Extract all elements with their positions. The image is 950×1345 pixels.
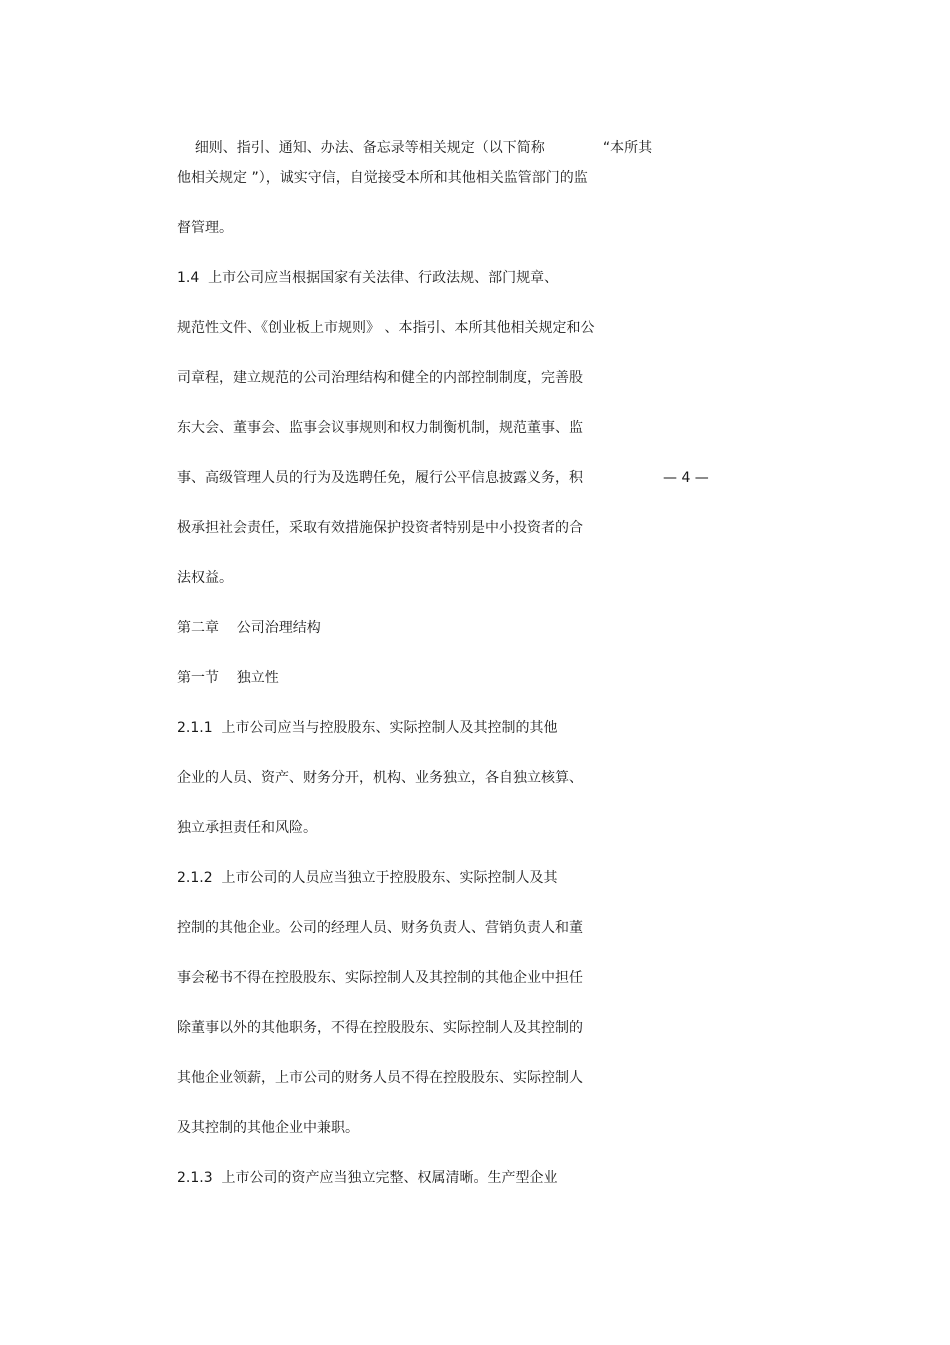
clause-1-4-line-7: 法权益。: [177, 570, 233, 586]
clause-1-4-line-6: 极承担社会责任，采取有效措施保护投资者特别是中小投资者的合: [177, 520, 583, 536]
section-heading: 第一节 独立性: [177, 670, 279, 686]
page-number: — 4 —: [663, 470, 709, 486]
clause-2-1-3-line-1: 2.1.3 上市公司的资产应当独立完整、权属清晰。生产型企业: [177, 1170, 558, 1186]
chapter-heading: 第二章 公司治理结构: [177, 620, 321, 636]
clause-1-4-line-5: 事、高级管理人员的行为及选聘任免，履行公平信息披露义务，积: [177, 470, 583, 486]
text-line-3: 督管理。: [177, 220, 233, 236]
clause-2-1-2-line-4: 除董事以外的其他职务，不得在控股股东、实际控制人及其控制的: [177, 1020, 583, 1036]
clause-2-1-1-line-2: 企业的人员、资产、财务分开，机构、业务独立，各自独立核算、: [177, 770, 583, 786]
clause-1-4-line-4: 东大会、董事会、监事会议事规则和权力制衡机制，规范董事、监: [177, 420, 583, 436]
clause-2-1-2-line-3: 事会秘书不得在控股股东、实际控制人及其控制的其他企业中担任: [177, 970, 583, 986]
clause-1-4-line-1: 1.4 上市公司应当根据国家有关法律、行政法规、部门规章、: [177, 270, 559, 286]
clause-2-1-2-line-1: 2.1.2 上市公司的人员应当独立于控股股东、实际控制人及其: [177, 870, 558, 886]
text-line-1-tail: “本所其: [602, 140, 653, 156]
clause-1-4-line-2: 规范性文件、《创业板上市规则》 、本指引、本所其他相关规定和公: [177, 320, 595, 336]
text-line-1-head: 细则、指引、通知、办法、备忘录等相关规定（以下简称: [194, 140, 545, 156]
clause-1-4-line-3: 司章程，建立规范的公司治理结构和健全的内部控制制度，完善股: [177, 370, 583, 386]
clause-2-1-2-line-2: 控制的其他企业。公司的经理人员、财务负责人、营销负责人和董: [177, 920, 583, 936]
clause-2-1-1-line-3: 独立承担责任和风险。: [177, 820, 317, 836]
clause-2-1-1-line-1: 2.1.1 上市公司应当与控股股东、实际控制人及其控制的其他: [177, 720, 558, 736]
clause-2-1-2-line-6: 及其控制的其他企业中兼职。: [177, 1120, 359, 1136]
clause-2-1-2-line-5: 其他企业领薪，上市公司的财务人员不得在控股股东、实际控制人: [177, 1070, 583, 1086]
text-line-2: 他相关规定 ”），诚实守信，自觉接受本所和其他相关监管部门的监: [177, 170, 588, 186]
